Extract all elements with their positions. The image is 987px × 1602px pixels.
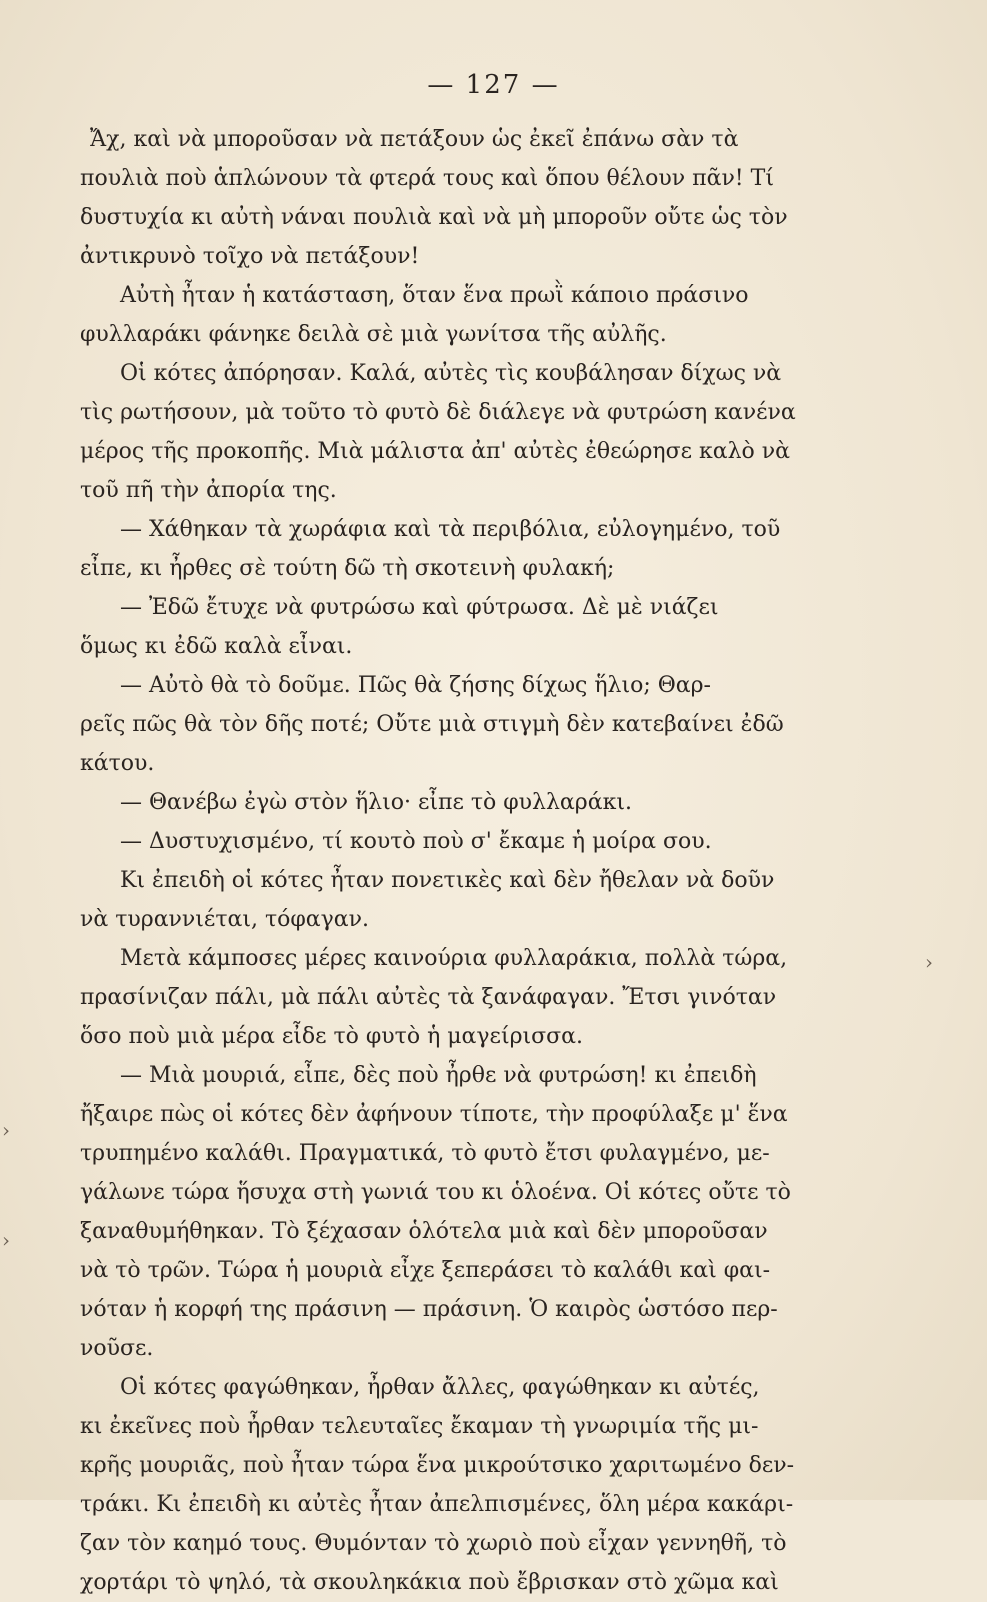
text-line: — Χάθηκαν τὰ χωράφια καὶ τὰ περιβόλια, εὐλογημένο, τοῦ	[120, 517, 781, 542]
text-line: — Θανέβω ἐγὼ στὸν ἥλιο· εἶπε τὸ φυλλαράκι.	[120, 790, 632, 815]
text-line: — Αὐτὸ θὰ τὸ δοῦμε. Πῶς θὰ ζήσης δίχως ἥλιο; Θαρ-	[120, 673, 711, 698]
text-line: Ἄχ, καὶ νὰ μποροῦσαν νὰ πετάξουν ὡς ἐκεῖ ἐπάνω σὰν τὰ	[90, 127, 739, 152]
text-line: ζαν τὸν καημό τους. Θυμόνταν τὸ χωριὸ ποὺ εἶχαν γεννηθῆ, τὸ	[80, 1531, 787, 1556]
text-line: Οἱ κότες ἀπόρησαν. Καλά, αὐτὲς τὶς κουβάλησαν δίχως νὰ	[120, 361, 782, 386]
text-line: ξαναθυμήθηκαν. Τὸ ξέχασαν ὁλότελα μιὰ καὶ δὲν μποροῦσαν	[80, 1219, 768, 1244]
page-number: — 127 —	[427, 70, 560, 100]
text-line: Μετὰ κάμποσες μέρες καινούρια φυλλαράκια, πολλὰ τώρα,	[120, 946, 788, 971]
text-line: χορτάρι τὸ ψηλό, τὰ σκουληκάκια ποὺ ἔβρισκαν στὸ χῶμα καὶ	[80, 1570, 779, 1595]
text-line: — Ἐδῶ ἔτυχε νὰ φυτρώσω καὶ φύτρωσα. Δὲ μὲ νιάζει	[120, 595, 719, 620]
text-line: μέρος τῆς προκοπῆς. Μιὰ μάλιστα ἀπ' αὐτὲς ἐθεώρησε καλὸ νὰ	[80, 439, 791, 464]
text-line: κι ἐκεῖνες ποὺ ἦρθαν τελευταῖες ἔκαμαν τὴ γνωριμία τῆς μι-	[80, 1414, 759, 1439]
text-line: τρυπημένο καλάθι. Πραγματικά, τὸ φυτὸ ἔτσι φυλαγμένο, με-	[80, 1141, 770, 1166]
text-line: τράκι. Κι ἐπειδὴ κι αὐτὲς ἦταν ἀπελπισμένες, ὅλη μέρα κακάρι-	[80, 1492, 794, 1517]
margin-mark-left: ›	[2, 1118, 10, 1142]
text-line: γάλωνε τώρα ἥσυχα στὴ γωνιά του κι ὁλοένα. Οἱ κότες οὔτε τὸ	[80, 1180, 791, 1205]
text-line: — Μιὰ μουριά, εἶπε, δὲς ποὺ ἦρθε νὰ φυτρώση! κι ἐπειδὴ	[120, 1063, 757, 1088]
text-line: ἀντικρυνὸ τοῖχο νὰ πετάξουν!	[80, 244, 420, 269]
text-line: εἶπε, κι ἦρθες σὲ τούτη δῶ τὴ σκοτεινὴ φυλακή;	[80, 556, 615, 581]
text-line: νόταν ἡ κορφή της πράσινη — πράσινη. Ὁ καιρὸς ὡστόσο περ-	[80, 1297, 778, 1322]
text-line: κρῆς μουριᾶς, ποὺ ἦταν τώρα ἕνα μικρούτσικο χαριτωμένο δεν-	[80, 1453, 795, 1478]
text-line: Κι ἐπειδὴ οἱ κότες ἦταν πονετικὲς καὶ δὲν ἤθελαν νὰ δοῦν	[120, 868, 775, 893]
text-line: Αὐτὴ ἦταν ἡ κατάσταση, ὅταν ἕνα πρωῒ κάποιο πράσινο	[120, 283, 749, 308]
text-line: — Δυστυχισμένο, τί κουτὸ ποὺ σ' ἔκαμε ἡ μοίρα σου.	[120, 829, 712, 854]
text-line: πρασίνιζαν πάλι, μὰ πάλι αὐτὲς τὰ ξανάφαγαν. Ἔτσι γινόταν	[80, 985, 777, 1010]
text-line: τοῦ πῆ τὴν ἀπορία της.	[80, 478, 337, 503]
margin-mark-right: ›	[925, 950, 933, 974]
text-line: κάτου.	[80, 751, 155, 776]
text-line: φυλλαράκι φάνηκε δειλὰ σὲ μιὰ γωνίτσα τῆς αὐλῆς.	[80, 322, 667, 347]
text-line: ρεῖς πῶς θὰ τὸν δῆς ποτέ; Οὔτε μιὰ στιγμὴ δὲν κατεβαίνει ἐδῶ	[80, 712, 784, 737]
text-line: Οἱ κότες φαγώθηκαν, ἦρθαν ἄλλες, φαγώθηκαν κι αὐτές,	[120, 1375, 760, 1400]
text-line: τὶς ρωτήσουν, μὰ τοῦτο τὸ φυτὸ δὲ διάλεγε νὰ φυτρώση κανένα	[80, 400, 796, 425]
text-line: νὰ τὸ τρῶν. Τώρα ἡ μουριὰ εἶχε ξεπεράσει τὸ καλάθι καὶ φαι-	[80, 1258, 771, 1283]
page-text	[80, 120, 840, 1602]
text-line: ἤξαιρε πὼς οἱ κότες δὲν ἀφήνουν τίποτε, τὴν προφύλαξε μ' ἕνα	[80, 1102, 788, 1127]
text-line: ὅμως κι ἐδῶ καλὰ εἶναι.	[80, 634, 353, 659]
text-line: πουλιὰ ποὺ ἁπλώνουν τὰ φτερά τους καὶ ὅπου θέλουν πᾶν! Τί	[80, 166, 774, 191]
text-line: νοῦσε.	[80, 1336, 154, 1361]
text-line: ὅσο ποὺ μιὰ μέρα εἶδε τὸ φυτὸ ἡ μαγείρισσα.	[80, 1024, 584, 1049]
text-line: δυστυχία κι αὐτὴ νάναι πουλιὰ καὶ νὰ μὴ μποροῦν οὔτε ὡς τὸν	[80, 205, 788, 230]
text-line: νὰ τυραννιέται, τόφαγαν.	[80, 907, 370, 932]
margin-mark-left: ›	[2, 1228, 10, 1252]
